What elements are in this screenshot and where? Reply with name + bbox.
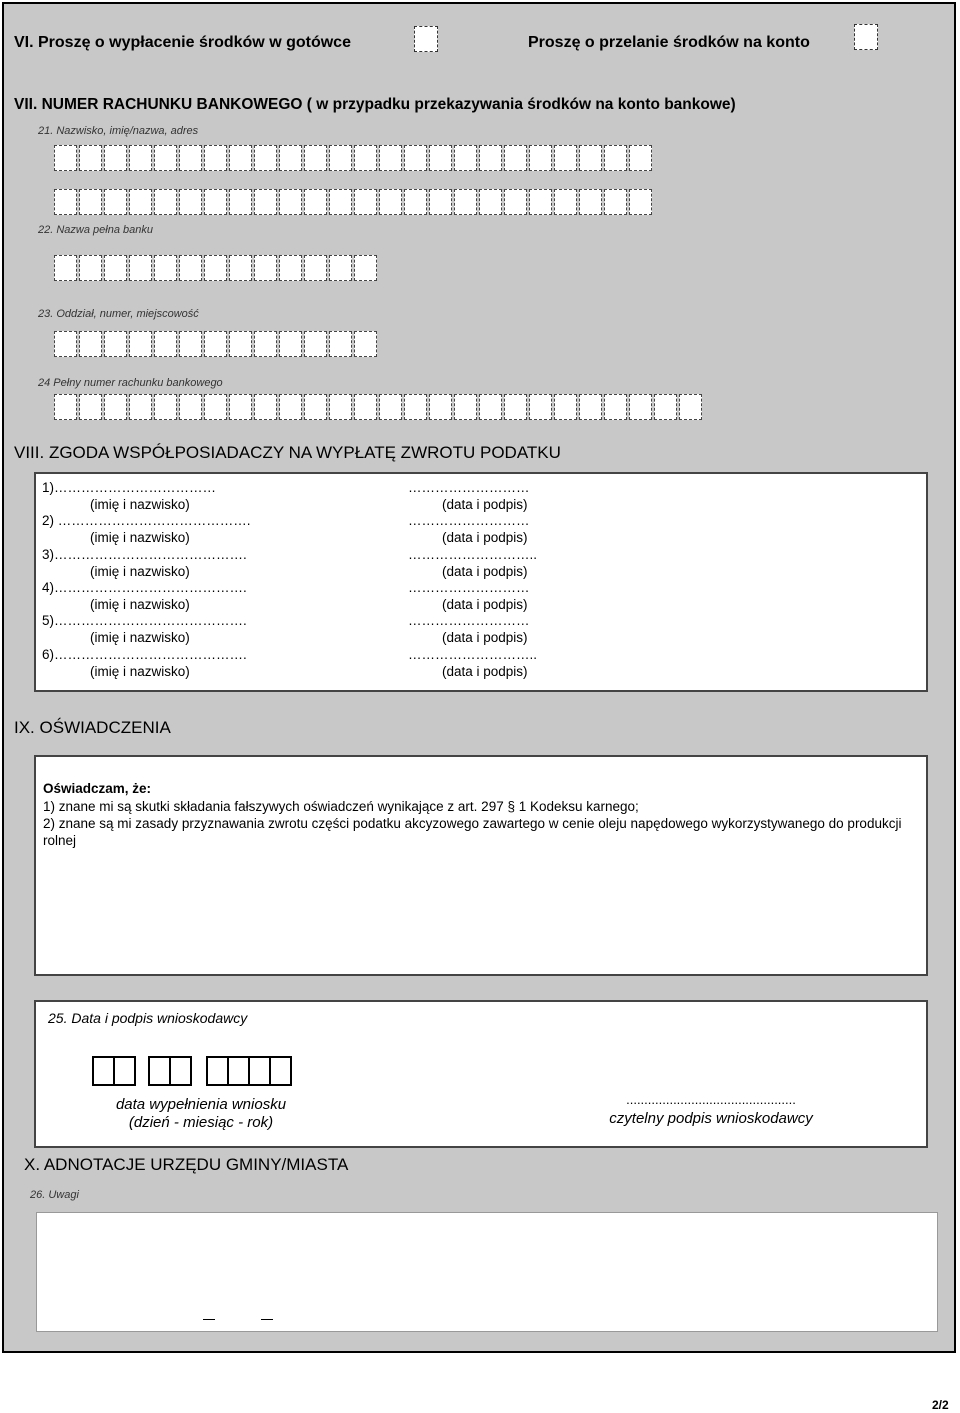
coowner-signature-line[interactable]: ……………………… xyxy=(408,613,530,629)
remarks-box[interactable] xyxy=(36,1212,938,1332)
char-cell[interactable] xyxy=(329,189,352,215)
coowner-name-line[interactable]: 2) ……………………………………. xyxy=(42,513,251,529)
declaration-line2: 2) znane są mi zasady przyznawania zwrotu części podatku akcyzowego zawartego w cenie oleju napędowego wykorzystywanego do produkcji xyxy=(43,816,902,831)
char-cell[interactable] xyxy=(679,394,702,420)
char-cell[interactable] xyxy=(129,145,152,171)
signature-dots[interactable]: ............................................... xyxy=(626,1092,796,1107)
cash-checkbox[interactable] xyxy=(414,26,438,52)
section8-heading: VIII. ZGODA WSPÓŁPOSIADACZY NA WYPŁATĘ ZWROTU PODATKU xyxy=(14,443,561,462)
char-cell[interactable] xyxy=(54,394,77,420)
char-cell[interactable] xyxy=(179,255,202,281)
char-cell[interactable] xyxy=(629,394,652,420)
char-cell[interactable] xyxy=(79,189,102,215)
char-cell[interactable] xyxy=(79,394,102,420)
char-cell[interactable] xyxy=(179,145,202,171)
char-cell[interactable] xyxy=(304,394,327,420)
char-cell[interactable] xyxy=(454,145,477,171)
coowner-signature-line[interactable]: ……………………… xyxy=(408,579,530,595)
char-cell[interactable] xyxy=(329,145,352,171)
remarks-mark-2 xyxy=(261,1319,273,1320)
coowner-signature-label: (data i podpis) xyxy=(442,663,528,679)
char-cell[interactable] xyxy=(104,255,127,281)
char-cell[interactable] xyxy=(154,255,177,281)
char-cell[interactable] xyxy=(404,189,427,215)
char-cell[interactable] xyxy=(229,255,252,281)
cash-option-label: VI. Proszę o wypłacenie środków w gotówce xyxy=(14,34,351,51)
char-cell[interactable] xyxy=(479,145,502,171)
field23-input[interactable] xyxy=(54,331,379,359)
char-cell[interactable] xyxy=(554,189,577,215)
char-cell[interactable] xyxy=(254,145,277,171)
char-cell[interactable] xyxy=(379,145,402,171)
date-label-line2: (dzień - miesiąc - rok) xyxy=(128,1114,274,1131)
char-cell[interactable] xyxy=(204,189,227,215)
char-cell[interactable] xyxy=(454,394,477,420)
coowner-name-label: (imię i nazwisko) xyxy=(90,530,190,546)
char-cell[interactable] xyxy=(304,189,327,215)
char-cell[interactable] xyxy=(79,331,102,357)
char-cell[interactable] xyxy=(154,331,177,357)
coowner-name-label: (imię i nazwisko) xyxy=(90,663,190,679)
char-cell[interactable] xyxy=(604,189,627,215)
char-cell[interactable] xyxy=(129,189,152,215)
char-cell[interactable] xyxy=(629,189,652,215)
declaration-line3: rolnej xyxy=(43,833,77,848)
field24-label: 24 Pełny numer rachunku bankowego xyxy=(38,377,223,389)
char-cell[interactable] xyxy=(579,145,602,171)
char-cell[interactable] xyxy=(79,255,102,281)
date-month-boxes[interactable] xyxy=(148,1056,190,1086)
char-cell[interactable] xyxy=(354,255,377,281)
char-cell[interactable] xyxy=(304,145,327,171)
char-cell[interactable] xyxy=(129,255,152,281)
char-cell[interactable] xyxy=(504,145,527,171)
field23-label: 23. Oddział, numer, miejscowość xyxy=(38,308,199,320)
char-cell[interactable] xyxy=(329,255,352,281)
char-cell[interactable] xyxy=(179,331,202,357)
field21-row2[interactable] xyxy=(54,189,654,217)
date-day-boxes[interactable] xyxy=(92,1056,134,1086)
char-cell[interactable] xyxy=(229,189,252,215)
section7-heading: VII. NUMER RACHUNKU BANKOWEGO ( w przypadku przekazywania środków na konto bankowe) xyxy=(14,96,736,113)
coowner-name-label: (imię i nazwisko) xyxy=(90,563,190,579)
coowner-name-line[interactable]: 6)……………………………………. xyxy=(42,646,247,662)
char-cell[interactable] xyxy=(204,255,227,281)
coowner-signature-label: (data i podpis) xyxy=(442,596,528,612)
char-cell[interactable] xyxy=(629,145,652,171)
char-cell[interactable] xyxy=(304,331,327,357)
declarations-box xyxy=(34,755,928,976)
field25-label: 25. Data i podpis wnioskodawcy xyxy=(48,1010,248,1026)
char-cell[interactable] xyxy=(329,394,352,420)
char-cell[interactable] xyxy=(529,145,552,171)
char-cell[interactable] xyxy=(54,255,77,281)
char-cell[interactable] xyxy=(304,255,327,281)
remarks-mark-1 xyxy=(203,1319,215,1320)
coowner-signature-line[interactable]: ……………………… xyxy=(408,480,530,495)
char-cell[interactable] xyxy=(329,331,352,357)
field26-label: 26. Uwagi xyxy=(30,1189,79,1201)
char-cell[interactable] xyxy=(554,394,577,420)
char-cell[interactable] xyxy=(279,331,302,357)
coowner-signature-line[interactable]: ……………………… xyxy=(408,513,530,529)
field21-label: 21. Nazwisko, imię/nazwa, adres xyxy=(38,125,199,137)
char-cell[interactable] xyxy=(254,189,277,215)
coowner-signature-label: (data i podpis) xyxy=(442,530,528,546)
char-cell[interactable] xyxy=(204,331,227,357)
char-cell[interactable] xyxy=(279,394,302,420)
coowner-signature-line[interactable]: ……………………….. xyxy=(408,646,538,662)
char-cell[interactable] xyxy=(204,394,227,420)
char-cell[interactable] xyxy=(254,255,277,281)
char-cell[interactable] xyxy=(204,145,227,171)
char-cell[interactable] xyxy=(354,189,377,215)
char-cell[interactable] xyxy=(454,189,477,215)
char-cell[interactable] xyxy=(504,394,527,420)
char-cell[interactable] xyxy=(229,145,252,171)
coowner-name-label: (imię i nazwisko) xyxy=(90,497,190,512)
char-cell[interactable] xyxy=(179,189,202,215)
char-cell[interactable] xyxy=(54,145,77,171)
coowner-signature-line[interactable]: ……………………….. xyxy=(408,546,538,562)
field24-input[interactable] xyxy=(54,394,704,422)
coowner-signature-label: (data i podpis) xyxy=(442,563,528,579)
char-cell[interactable] xyxy=(229,394,252,420)
char-cell[interactable] xyxy=(429,145,452,171)
char-cell[interactable] xyxy=(129,331,152,357)
char-cell[interactable] xyxy=(504,189,527,215)
char-cell[interactable] xyxy=(479,394,502,420)
char-cell[interactable] xyxy=(429,394,452,420)
char-cell[interactable] xyxy=(429,189,452,215)
coowner-name-label: (imię i nazwisko) xyxy=(90,596,190,612)
char-cell[interactable] xyxy=(154,189,177,215)
char-cell[interactable] xyxy=(104,331,127,357)
transfer-checkbox[interactable] xyxy=(854,24,878,50)
char-cell[interactable] xyxy=(279,189,302,215)
char-cell[interactable] xyxy=(379,394,402,420)
char-cell[interactable] xyxy=(104,394,127,420)
char-cell[interactable] xyxy=(404,394,427,420)
char-cell[interactable] xyxy=(579,189,602,215)
field21-row1[interactable] xyxy=(54,145,654,173)
char-cell[interactable] xyxy=(579,394,602,420)
char-cell[interactable] xyxy=(154,145,177,171)
char-cell[interactable] xyxy=(279,255,302,281)
char-cell[interactable] xyxy=(179,394,202,420)
char-cell[interactable] xyxy=(79,145,102,171)
char-cell[interactable] xyxy=(554,145,577,171)
char-cell[interactable] xyxy=(279,145,302,171)
char-cell[interactable] xyxy=(604,394,627,420)
signature-box xyxy=(34,1000,928,1148)
char-cell[interactable] xyxy=(529,189,552,215)
coowner-name-line[interactable]: 4)……………………………………. xyxy=(42,579,247,595)
char-cell[interactable] xyxy=(604,145,627,171)
page-number: 2/2 xyxy=(932,1398,949,1412)
char-cell[interactable] xyxy=(54,331,77,357)
char-cell[interactable] xyxy=(104,145,127,171)
transfer-option-label: Proszę o przelanie środków na konto xyxy=(528,34,810,51)
declaration-intro: Oświadczam, że: xyxy=(43,781,152,796)
char-cell[interactable] xyxy=(354,331,377,357)
char-cell[interactable] xyxy=(54,189,77,215)
char-cell[interactable] xyxy=(254,331,277,357)
char-cell[interactable] xyxy=(529,394,552,420)
declaration-line1: 1) znane mi są skutki składania fałszywych oświadczeń wynikające z art. 297 § 1 Kodeksu karnego; xyxy=(43,799,639,814)
coowner-signature-label: (data i podpis) xyxy=(442,630,528,646)
coowner-name-line[interactable]: 1)……………………………… xyxy=(42,480,217,495)
date-year-boxes[interactable] xyxy=(206,1056,290,1086)
date-label-line1: data wypełnienia wniosku xyxy=(115,1096,287,1113)
coowners-box xyxy=(34,472,928,692)
signature-label: czytelny podpis wnioskodawcy xyxy=(609,1110,813,1127)
char-cell[interactable] xyxy=(479,189,502,215)
field22-input[interactable] xyxy=(54,255,379,283)
section10-heading: X. ADNOTACJE URZĘDU GMINY/MIASTA xyxy=(24,1155,349,1174)
field22-label: 22. Nazwa pełna banku xyxy=(38,224,153,236)
coowner-name-line[interactable]: 5)……………………………………. xyxy=(42,613,247,629)
char-cell[interactable] xyxy=(229,331,252,357)
char-cell[interactable] xyxy=(254,394,277,420)
char-cell[interactable] xyxy=(154,394,177,420)
char-cell[interactable] xyxy=(404,145,427,171)
char-cell[interactable] xyxy=(654,394,677,420)
coowner-name-label: (imię i nazwisko) xyxy=(90,630,190,646)
coowner-signature-label: (data i podpis) xyxy=(442,497,528,512)
coowner-name-line[interactable]: 3)……………………………………. xyxy=(42,546,247,562)
section9-heading: IX. OŚWIADCZENIA xyxy=(14,718,171,737)
char-cell[interactable] xyxy=(379,189,402,215)
char-cell[interactable] xyxy=(129,394,152,420)
char-cell[interactable] xyxy=(354,145,377,171)
char-cell[interactable] xyxy=(104,189,127,215)
char-cell[interactable] xyxy=(354,394,377,420)
